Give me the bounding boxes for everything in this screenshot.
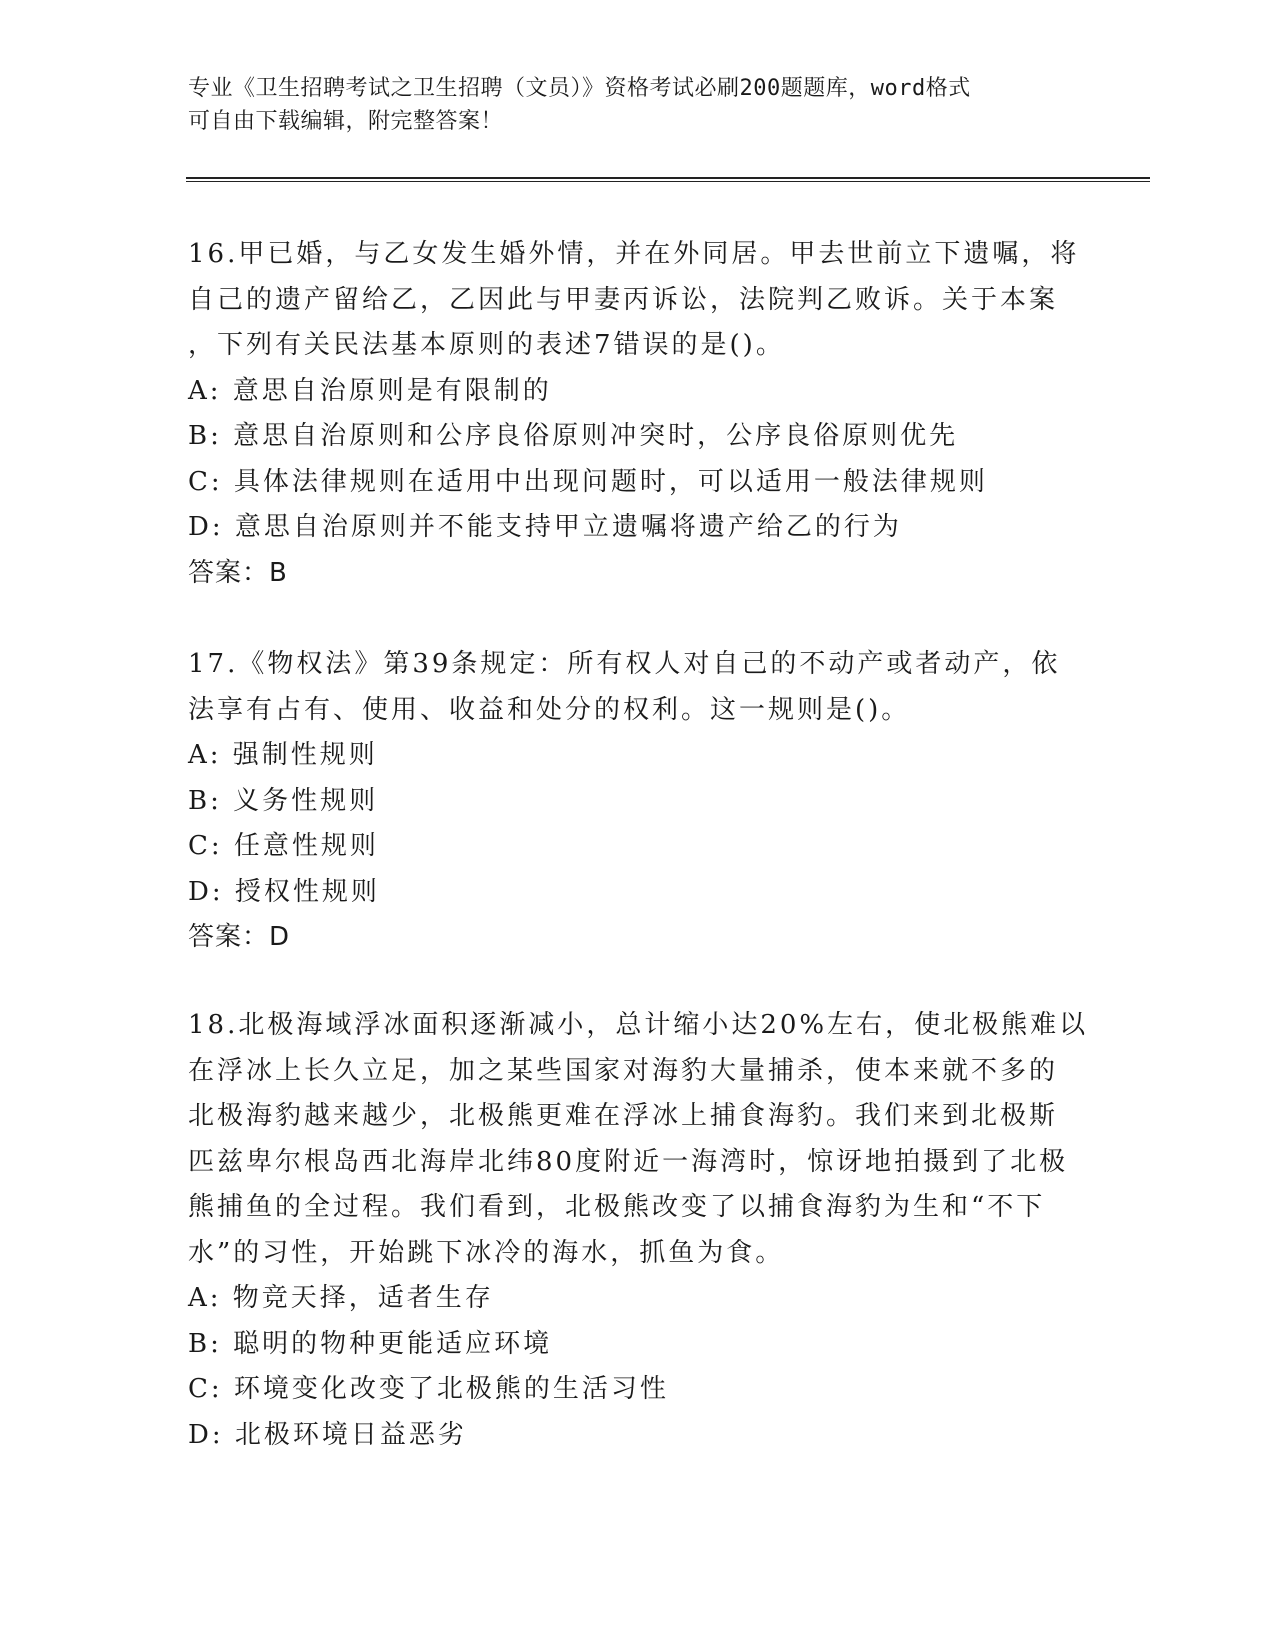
option-c: C: 环境变化改变了北极熊的生活习性 <box>188 1374 669 1404</box>
answer-line: 答案：D <box>188 922 291 952</box>
divider-thick-line <box>186 177 1150 179</box>
question-stem-line: 水”的习性，开始跳下冰冷的海水，抓鱼为食。 <box>188 1237 785 1268</box>
document-header <box>188 72 1068 138</box>
question-stem-line: 匹兹卑尔根岛西北海岸北纬80度附近一海湾时，惊讶地拍摄到了北极 <box>188 1146 1069 1177</box>
option-c: C: 任意性规则 <box>188 831 379 861</box>
option-d: D: 北极环境日益恶劣 <box>188 1419 467 1450</box>
option-c: C: 具体法律规则在适用中出现问题时，可以适用一般法律规则 <box>188 466 988 497</box>
option-a: A: 强制性规则 <box>188 740 378 770</box>
answer-line: 答案：B <box>188 557 288 588</box>
header-divider <box>186 177 1150 183</box>
question-stem-line: 北极海豹越来越少，北极熊更难在浮冰上捕食海豹。我们来到北极斯 <box>188 1101 1059 1131</box>
header-line: 专业《卫生招聘考试之卫生招聘（文员）》资格考试必刷200题题库，word格式 <box>188 76 971 101</box>
header-line: 可自由下载编辑，附完整答案！ <box>188 109 504 134</box>
question-stem-line: 在浮冰上长久立足，加之某些国家对海豹大量捕杀，使本来就不多的 <box>188 1055 1059 1086</box>
question-stem-line: ，下列有关民法基本原则的表述7错误的是()。 <box>188 330 785 360</box>
question-stem-line: 法享有占有、使用、收益和处分的权利。这一规则是()。 <box>188 694 911 725</box>
question-stem-line: 18.北极海域浮冰面积逐渐减小，总计缩小达20%左右，使北极熊难以 <box>188 1010 1089 1040</box>
option-d: D: 意思自治原则并不能支持甲立遗嘱将遗产给乙的行为 <box>188 512 902 542</box>
option-d: D: 授权性规则 <box>188 876 380 907</box>
option-a: A: 意思自治原则是有限制的 <box>188 375 552 406</box>
question-16 <box>188 232 1080 596</box>
divider-thin-line <box>186 181 1150 182</box>
question-18 <box>188 1003 1089 1458</box>
question-stem-line: 自己的遗产留给乙，乙因此与甲妻丙诉讼，法院判乙败诉。关于本案 <box>188 284 1059 315</box>
question-stem-line: 16.甲已婚，与乙女发生婚外情，并在外同居。甲去世前立下遗嘱，将 <box>188 239 1080 269</box>
option-b: B: 义务性规则 <box>188 785 379 816</box>
question-17 <box>188 642 1068 961</box>
option-b: B: 聪明的物种更能适应环境 <box>188 1328 553 1359</box>
option-a: A: 物竞天择，适者生存 <box>188 1283 494 1313</box>
question-stem-line: 17.《物权法》第39条规定：所有权人对自己的不动产或者动产，依 <box>188 649 1061 679</box>
question-stem-line: 熊捕鱼的全过程。我们看到，北极熊改变了以捕食海豹为生和“不下 <box>188 1192 1046 1222</box>
option-b: B: 意思自治原则和公序良俗原则冲突时，公序良俗原则优先 <box>188 421 959 451</box>
